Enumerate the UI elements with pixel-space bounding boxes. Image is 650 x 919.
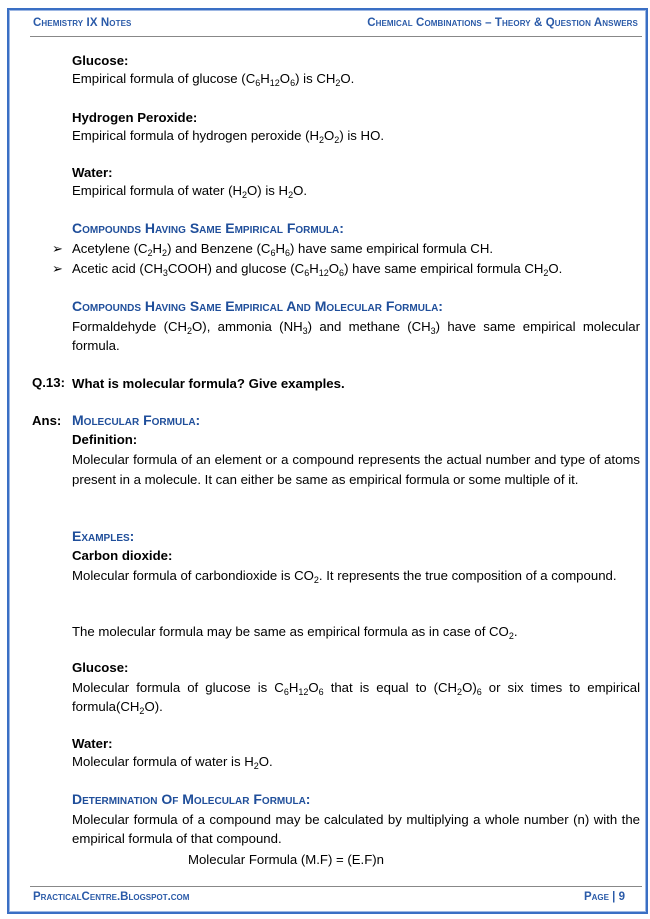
determination-heading: Determination Of Molecular Formula: (72, 791, 311, 807)
definition-title: Definition: (72, 432, 138, 447)
peroxide-title: Hydrogen Peroxide: (72, 110, 198, 125)
glucose-text: Empirical formula of glucose $(C_6H_{12}O_6)$ is $CH_2O$. (72, 71, 355, 88)
co2-title: Carbon dioxide: (72, 548, 173, 563)
water-text: Empirical formula of water $(H_2O)$ is $H_2O$. (72, 183, 307, 200)
water-title: Water: (72, 165, 113, 180)
arrow-bullet-icon: ➢ (52, 241, 64, 256)
question-number: Q.13: (32, 375, 65, 390)
bullet-item (52, 259, 646, 278)
same-both-heading: Compounds Having Same Empirical And Molecular Formula: (72, 298, 443, 314)
co2-text: Molecular formula of carbondioxide is $CO_2$. It represents the true composition of a compound. (72, 568, 617, 585)
answer-label: Ans: (32, 413, 62, 428)
definition-text: Molecular formula of an element or a compound represents the actual number and type of atoms present in a molecule. It can either be same as empirical formula or some multiple of it. (72, 452, 640, 487)
footer-site-link[interactable]: PracticalCentre.Blogspot.com (33, 891, 190, 903)
equation: Molecular Formula (M.F) = (E.F)n (187, 852, 384, 867)
co2-note: The molecular formula may be same as empirical formula as in case of $CO_2$. (72, 624, 518, 641)
water-molecular-text: Molecular formula of water is $H_2O$. (72, 754, 273, 771)
glucose-molecular-text: Molecular formula of glucose is $C_6H_{12}O_6$ that is equal to $(CH_2O)_6$ or six times to empirical $formula(CH_2O)$. (72, 680, 641, 716)
glucose-title: Glucose: (72, 53, 129, 68)
water-molecular-title: Water: (72, 736, 113, 751)
header-right: Chemical Combinations – Theory & Question Answers (367, 17, 638, 29)
arrow-bullet-icon: ➢ (52, 261, 64, 276)
determination-text: Molecular formula of a compound may be calculated by multiplying a whole number (n) with the empirical formula of that compound. (72, 812, 640, 846)
glucose-molecular-title: Glucose: (72, 660, 129, 675)
bullet-item (52, 239, 646, 258)
molecular-formula-heading: Molecular Formula: (72, 412, 201, 428)
same-both-text: Formaldehyde $(CH_2O)$, ammonia $(NH_3)$ and methane $(CH_3)$ have same empirical molecular formula. (72, 319, 640, 353)
page-number: Page | 9 (583, 891, 625, 903)
peroxide-text: Empirical formula of hydrogen peroxide $(H_2O_2)$ is HO. (72, 128, 385, 145)
header-rule (30, 36, 642, 37)
same-empirical-heading: Compounds Having Same Empirical Formula: (72, 220, 344, 236)
examples-heading: Examples: (72, 528, 135, 544)
bullet-text: Acetic acid $(CH_3COOH)$ and glucose $(C_6H_{12}O_6)$ have same empirical formula $CH_2O$. (72, 261, 563, 278)
footer-rule (30, 886, 642, 887)
header-left: Chemistry IX Notes (33, 17, 132, 29)
bullet-text: Acetylene $(C_2H_2)$ and Benzene $(C_6H_6)$ have same empirical formula CH. (72, 241, 494, 258)
question-text: What is molecular formula? Give examples. (72, 376, 345, 391)
